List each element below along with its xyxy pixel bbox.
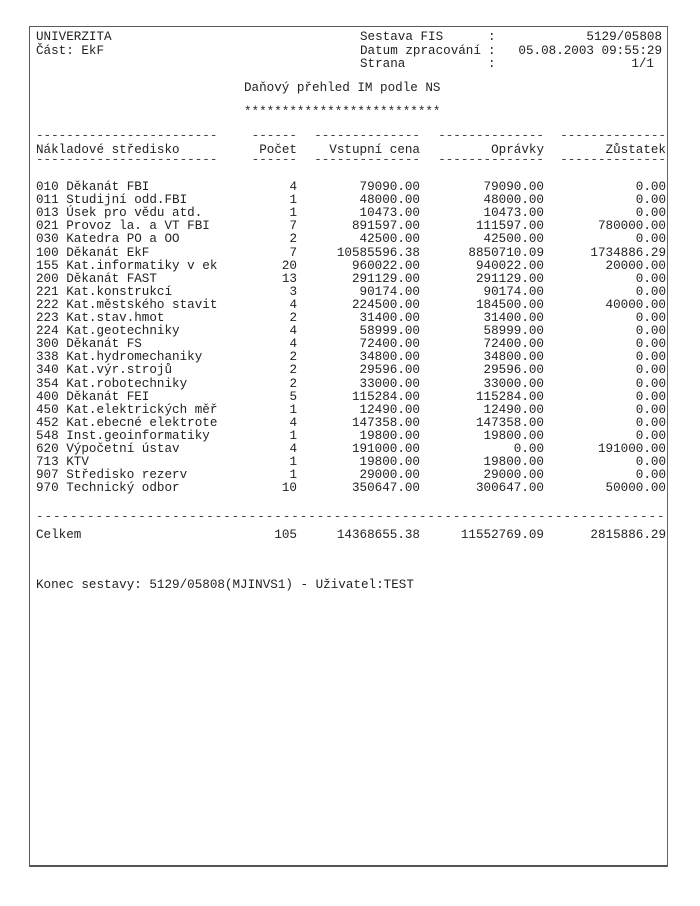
cell-cost-center: 620 Výpočetní ústav	[36, 442, 180, 456]
cell-depreciation: 42500.00	[483, 232, 544, 247]
cell-cost-center: 338 Kat.hydromechaniky	[36, 350, 203, 365]
cell-entry-price: 147358.00	[351, 415, 420, 430]
cell-cost-center: 021 Provoz la. a VT FBI	[36, 219, 210, 234]
cell-balance: 40000.00	[605, 297, 666, 312]
cell-depreciation: 33000.00	[483, 376, 544, 391]
cell-count: 5	[289, 389, 297, 404]
cell-depreciation: 10473.00	[483, 206, 544, 221]
total-row	[36, 529, 666, 543]
cell-balance: 0.00	[635, 180, 666, 194]
cell-balance: 0.00	[635, 324, 666, 339]
cell-entry-price: 960022.00	[351, 258, 420, 273]
cell-balance: 0.00	[635, 415, 666, 430]
col-header-cost-center: Nákladové středisko	[36, 143, 180, 157]
table-row	[36, 247, 666, 261]
cell-balance: 0.00	[635, 402, 666, 417]
cell-cost-center: 713 KTV	[36, 455, 89, 470]
header-separator-bottom	[36, 154, 666, 168]
cell-entry-price: 115284.00	[351, 389, 420, 404]
cell-cost-center: 450 Kat.elektrických měř	[36, 402, 218, 417]
cell-depreciation: 19800.00	[483, 455, 544, 470]
cell-count: 4	[289, 337, 297, 352]
cell-count: 1	[289, 193, 297, 208]
cell-entry-price: 31400.00	[359, 311, 420, 325]
report-part: Část: EkF	[36, 43, 105, 58]
cell-entry-price: 90174.00	[359, 284, 420, 299]
cell-count: 20	[281, 258, 297, 273]
report-meta	[360, 31, 662, 72]
report-page	[29, 26, 668, 867]
total-entry-price: 14368655.38	[336, 528, 420, 542]
cell-cost-center: 155 Kat.informatiky v ek	[36, 258, 218, 273]
cell-balance: 0.00	[635, 428, 666, 443]
cell-count: 1	[289, 428, 297, 443]
total-depreciation: 11552769.09	[460, 528, 544, 542]
sep-name: ------------------------	[36, 129, 218, 143]
meta-label-date: Datum zpracování	[360, 43, 481, 58]
cell-depreciation: 29000.00	[483, 468, 544, 483]
cell-count: 7	[289, 219, 297, 234]
cell-entry-price: 79090.00	[359, 180, 420, 194]
total-balance: 2815886.29	[590, 528, 666, 542]
cell-entry-price: 72400.00	[359, 337, 420, 352]
cell-cost-center: 354 Kat.robotechniky	[36, 376, 188, 391]
sep-bal: --------------	[560, 153, 666, 167]
cell-cost-center: 030 Katedra PO a OO	[36, 232, 180, 247]
cell-depreciation: 184500.00	[475, 297, 544, 312]
cell-balance: 780000.00	[597, 219, 666, 234]
col-header-entry-price: Vstupní cena	[329, 143, 420, 157]
cell-balance: 0.00	[635, 455, 666, 470]
sep-count: ------	[251, 153, 297, 167]
org-name: UNIVERZITA	[36, 30, 112, 44]
cell-cost-center: 222 Kat.městského stavit	[36, 297, 218, 312]
cell-depreciation: 48000.00	[483, 193, 544, 208]
cell-entry-price: 891597.00	[351, 219, 420, 234]
cell-cost-center: 223 Kat.stav.hmot	[36, 311, 165, 325]
cell-balance: 0.00	[635, 284, 666, 299]
cell-cost-center: 300 Děkanát FS	[36, 337, 142, 352]
cell-count: 7	[289, 245, 297, 260]
cell-depreciation: 0.00	[513, 442, 544, 456]
cell-cost-center: 340 Kat.výr.strojů	[36, 363, 173, 378]
cell-balance: 0.00	[635, 271, 666, 286]
cell-depreciation: 8850710.09	[468, 245, 544, 260]
sep-count: ------	[251, 129, 297, 143]
cell-count: 2	[289, 232, 297, 247]
cell-balance: 0.00	[635, 206, 666, 221]
cell-count: 1	[289, 468, 297, 483]
cell-cost-center: 100 Děkanát EkF	[36, 245, 150, 260]
cell-entry-price: 191000.00	[351, 442, 420, 456]
report-end-note: Konec sestavy: 5129/05808(MJINVS1) - Uživatel:TEST	[36, 578, 414, 592]
cell-entry-price: 48000.00	[359, 193, 420, 208]
cell-depreciation: 19800.00	[483, 428, 544, 443]
cell-cost-center: 221 Kat.konstrukcí	[36, 284, 173, 299]
cell-cost-center: 970 Technický odbor	[36, 481, 180, 496]
cell-depreciation: 291129.00	[475, 271, 544, 286]
cell-depreciation: 34800.00	[483, 350, 544, 365]
cell-entry-price: 350647.00	[351, 481, 420, 496]
cell-count: 2	[289, 376, 297, 391]
meta-value-report-id: 5129/05808	[586, 30, 662, 44]
cell-balance: 0.00	[635, 311, 666, 325]
meta-label-report-id: Sestava FIS	[360, 30, 444, 44]
sep-dep: --------------	[438, 129, 544, 143]
cell-count: 1	[289, 206, 297, 221]
cell-entry-price: 19800.00	[359, 455, 420, 470]
cell-entry-price: 29596.00	[359, 363, 420, 378]
table-row	[36, 233, 666, 247]
cell-depreciation: 72400.00	[483, 337, 544, 352]
cell-balance: 1734886.29	[590, 245, 666, 260]
sep-entry: --------------	[314, 129, 420, 143]
cell-count: 10	[281, 481, 297, 496]
cell-entry-price: 34800.00	[359, 350, 420, 365]
table-row	[36, 364, 666, 378]
cell-count: 1	[289, 402, 297, 417]
cell-cost-center: 907 Středisko rezerv	[36, 468, 188, 483]
meta-value-date: 05.08.2003 09:55:29	[518, 43, 662, 58]
cell-entry-price: 10585596.38	[336, 245, 420, 260]
col-header-balance: Zůstatek	[605, 143, 666, 157]
cell-entry-price: 58999.00	[359, 324, 420, 339]
cell-count: 13	[281, 271, 297, 286]
meta-value-page: 1/1	[631, 57, 654, 71]
cell-count: 2	[289, 311, 297, 325]
cell-balance: 0.00	[635, 376, 666, 391]
table-row	[36, 378, 666, 392]
cell-entry-price: 10473.00	[359, 206, 420, 221]
cell-cost-center: 548 Inst.geoinformatiky	[36, 428, 210, 443]
cell-balance: 20000.00	[605, 258, 666, 273]
cell-count: 4	[289, 324, 297, 339]
cell-entry-price: 19800.00	[359, 428, 420, 443]
cell-cost-center: 011 Studijní odd.FBI	[36, 193, 188, 208]
cell-balance: 50000.00	[605, 481, 666, 496]
cell-entry-price: 12490.00	[359, 402, 420, 417]
cell-cost-center: 400 Děkanát FEI	[36, 389, 150, 404]
total-count: 105	[274, 528, 297, 542]
cell-cost-center: 010 Děkanát FBI	[36, 180, 150, 194]
cell-count: 4	[289, 442, 297, 456]
cell-count: 1	[289, 455, 297, 470]
cell-entry-price: 33000.00	[359, 376, 420, 391]
table-row	[36, 443, 666, 457]
cell-depreciation: 12490.00	[483, 402, 544, 417]
cell-balance: 0.00	[635, 389, 666, 404]
cell-depreciation: 58999.00	[483, 324, 544, 339]
cell-count: 4	[289, 180, 297, 194]
cell-balance: 0.00	[635, 193, 666, 208]
meta-sep: :	[488, 57, 496, 71]
cell-balance: 191000.00	[597, 442, 666, 456]
cell-count: 3	[289, 284, 297, 299]
report-title: Daňový přehled IM podle NS	[244, 81, 441, 95]
sep-name: ------------------------	[36, 153, 218, 167]
header-separator-top	[36, 130, 666, 144]
cell-depreciation: 147358.00	[475, 415, 544, 430]
total-label: Celkem	[36, 528, 82, 542]
table-row	[36, 482, 666, 496]
cell-entry-price: 42500.00	[359, 232, 420, 247]
col-header-depreciation: Oprávky	[491, 143, 544, 157]
cell-entry-price: 291129.00	[351, 271, 420, 286]
cell-entry-price: 224500.00	[351, 297, 420, 312]
cell-depreciation: 111597.00	[475, 219, 544, 234]
cell-cost-center: 013 Úsek pro vědu atd.	[36, 206, 203, 221]
cell-depreciation: 115284.00	[475, 389, 544, 404]
col-header-count: Počet	[259, 143, 297, 157]
meta-sep: :	[488, 30, 496, 44]
cell-count: 4	[289, 297, 297, 312]
cell-depreciation: 29596.00	[483, 363, 544, 378]
sep-bal: --------------	[560, 129, 666, 143]
cell-depreciation: 940022.00	[475, 258, 544, 273]
meta-sep: :	[488, 43, 496, 58]
cell-balance: 0.00	[635, 350, 666, 365]
cell-depreciation: 31400.00	[483, 311, 544, 325]
cell-depreciation: 300647.00	[475, 481, 544, 496]
cell-count: 4	[289, 415, 297, 430]
report-title-underline: **************************	[244, 105, 441, 119]
meta-label-page: Strana	[360, 57, 406, 71]
cell-count: 2	[289, 350, 297, 365]
cell-cost-center: 200 Děkanát FAST	[36, 271, 157, 286]
cell-cost-center: 224 Kat.geotechniky	[36, 324, 180, 339]
total-separator	[36, 511, 666, 525]
cell-count: 2	[289, 363, 297, 378]
cell-balance: 0.00	[635, 337, 666, 352]
cell-cost-center: 452 Kat.ebecné elektrote	[36, 415, 218, 430]
cell-balance: 0.00	[635, 363, 666, 378]
cell-entry-price: 29000.00	[359, 468, 420, 483]
sep-entry: --------------	[314, 153, 420, 167]
sep-dep: --------------	[438, 153, 544, 167]
cell-balance: 0.00	[635, 468, 666, 483]
cell-balance: 0.00	[635, 232, 666, 247]
cell-depreciation: 90174.00	[483, 284, 544, 299]
total-separator-line: --------------------------------------------------------------------------	[36, 511, 666, 524]
cell-depreciation: 79090.00	[483, 180, 544, 194]
